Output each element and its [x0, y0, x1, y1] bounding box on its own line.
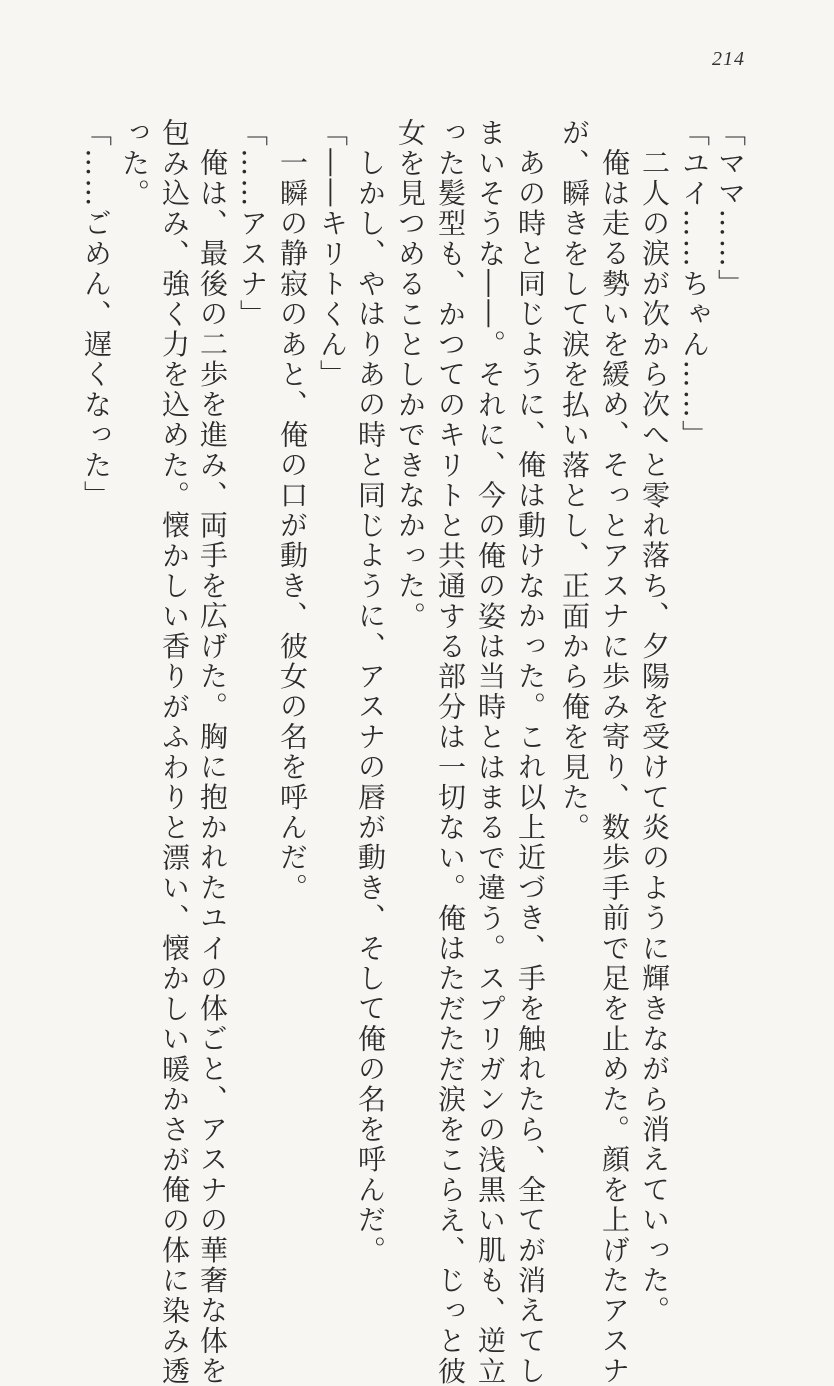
text-line-3: が、瞬きをして涙を払い落とし、正面から俺を見た。: [558, 118, 591, 843]
text-line-5: まいそうな――。それに、今の俺の姿は当時とはまるで違う。スプリガンの浅黒い肌も、逆立: [474, 118, 507, 1386]
text-line-12: った。: [118, 118, 151, 209]
text-line-4: あの時と同じように、俺は動けなかった。これ以上近づき、手を触れたら、全てが消えてし: [514, 148, 547, 1386]
text-line-2: 俺は走る勢いを緩め、そっとアスナに歩み寄り、数歩手前で足を止めた。顔を上げたアスナ: [598, 148, 631, 1386]
text-line-7: 女を見つめることしかできなかった。: [394, 118, 427, 632]
dialogue-line-1: 「ママ……」: [714, 118, 747, 300]
text-line-8: しかし、やはりあの時と同じように、アスナの唇が動き、そして俺の名を呼んだ。: [354, 148, 387, 1266]
page-number: 214: [712, 48, 745, 70]
text-line-1: 二人の涙が次から次へと零れ落ち、夕陽を受けて炎のように輝きながら消えていった。: [638, 148, 671, 1326]
dialogue-line-5: 「……ごめん、遅くなった」: [80, 118, 113, 511]
dialogue-line-2: 「ユイ……ちゃん……」: [678, 118, 711, 451]
text-line-6: った髪型も、かつてのキリトと共通する部分は一切ない。俺はただただ涙をこらえ、じっと彼: [434, 118, 467, 1386]
dialogue-line-4: 「……アスナ」: [236, 118, 269, 330]
text-line-10: 俺は、最後の二歩を進み、両手を広げた。胸に抱かれたユイの体ごと、アスナの華奢な体を: [196, 148, 229, 1386]
text-line-9: 一瞬の静寂のあと、俺の口が動き、彼女の名を呼んだ。: [276, 148, 309, 904]
dialogue-line-3: 「――キリトくん」: [316, 118, 349, 390]
text-line-11: 包み込み、強く力を込めた。懐かしい香りがふわりと漂い、懐かしい暖かさが俺の体に染み透: [158, 118, 191, 1386]
